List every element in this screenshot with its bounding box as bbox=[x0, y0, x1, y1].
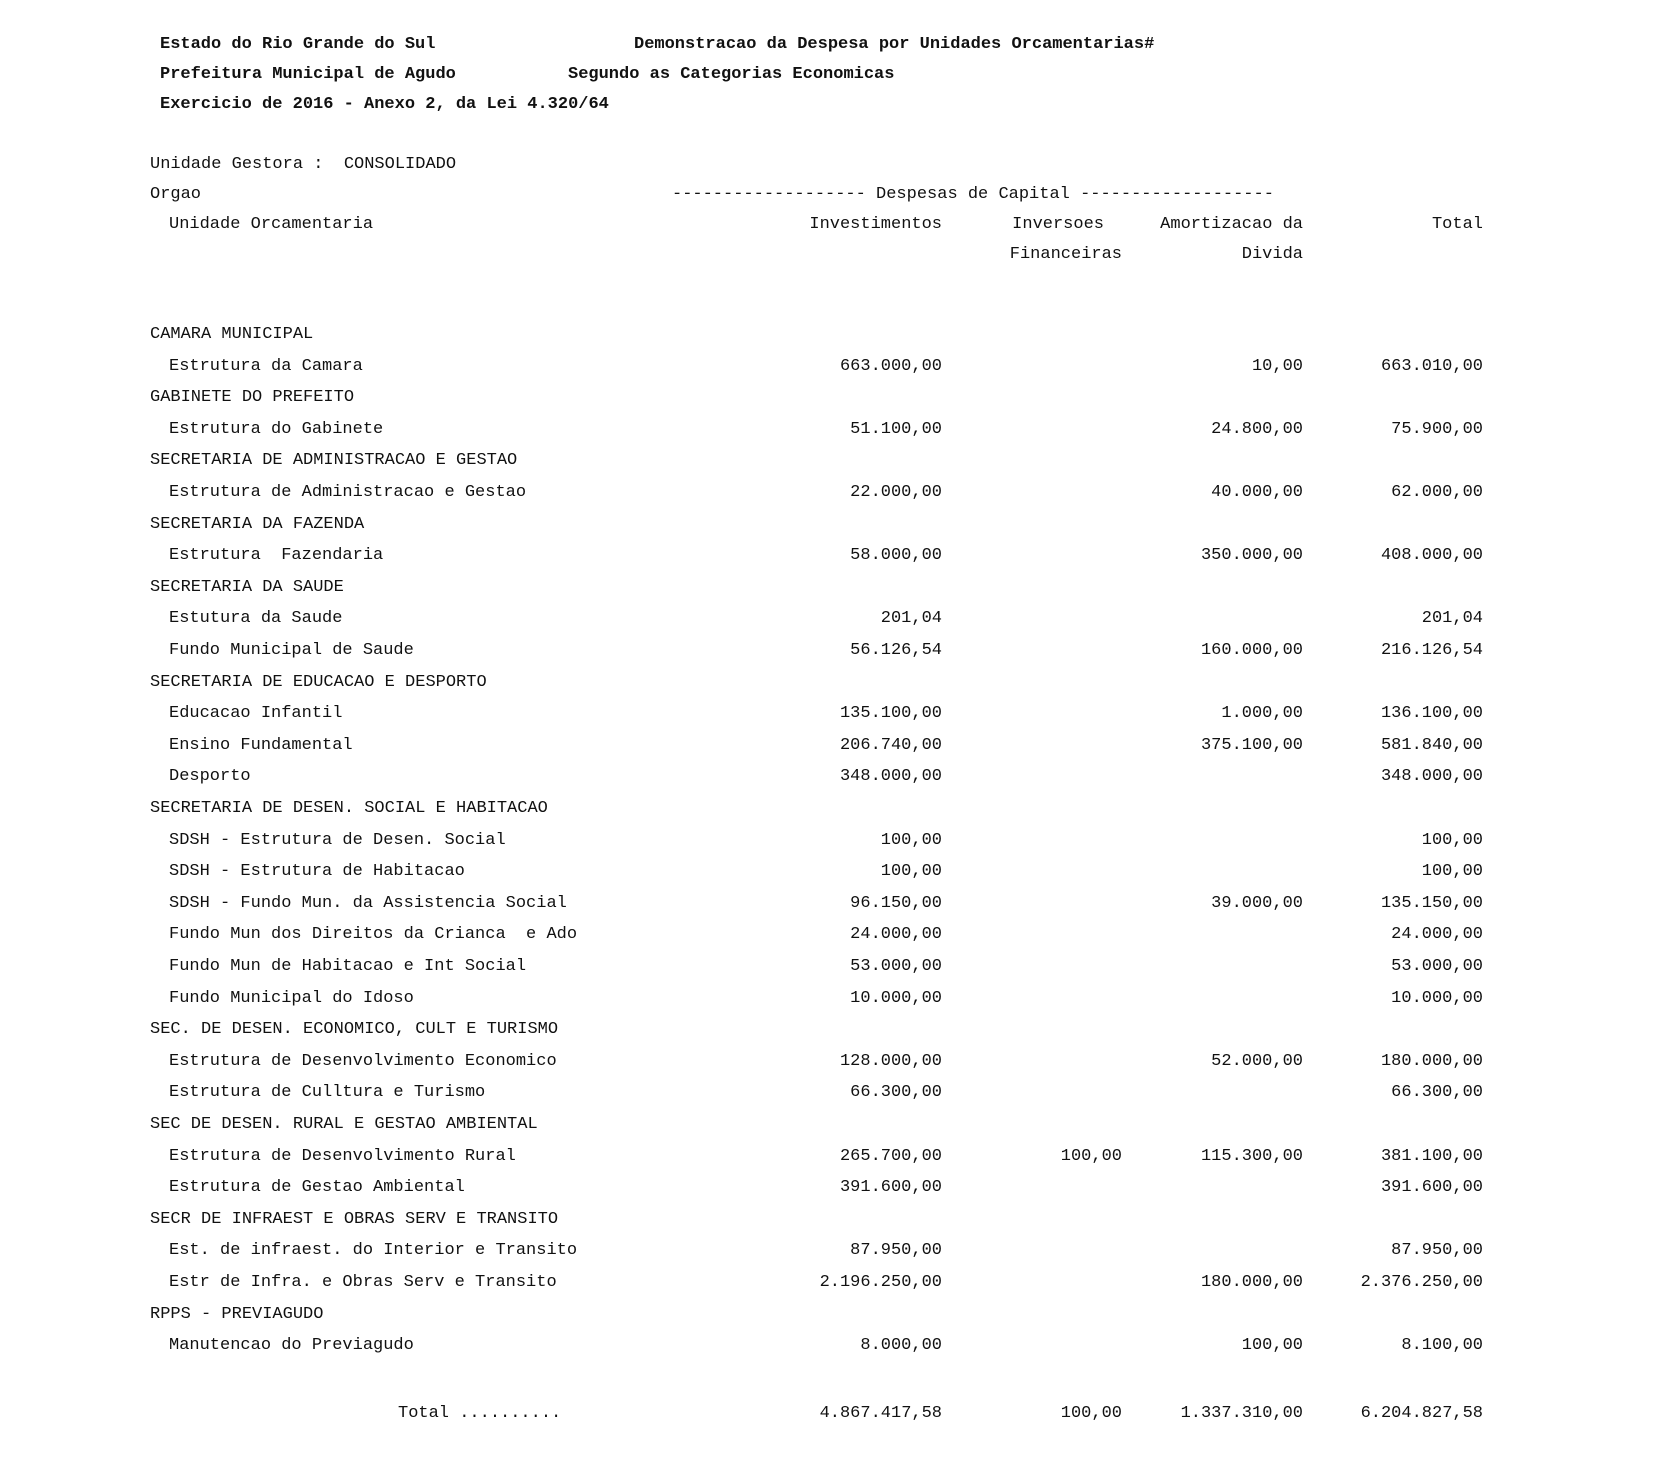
unit-row bbox=[0, 1147, 1653, 1167]
exercise-line: Exercicio de 2016 - Anexo 2, da Lei 4.320/64 bbox=[160, 95, 609, 114]
unit-name: SDSH - Fundo Mun. da Assistencia Social bbox=[169, 894, 567, 913]
col-amortizacao-1: Amortizacao da bbox=[1160, 215, 1303, 234]
total-value: 87.950,00 bbox=[1391, 1241, 1483, 1260]
col-unidade-orcamentaria: Unidade Orcamentaria bbox=[169, 215, 374, 234]
amortizacao-value: 39.000,00 bbox=[1211, 894, 1303, 913]
unit-row bbox=[0, 767, 1653, 787]
amortizacao-value: 52.000,00 bbox=[1211, 1052, 1303, 1071]
orgao-row bbox=[0, 515, 1653, 535]
total-value: 66.300,00 bbox=[1391, 1083, 1483, 1102]
orgao-name: CAMARA MUNICIPAL bbox=[150, 325, 314, 344]
investimentos-value: 201,04 bbox=[880, 609, 942, 628]
orgao-name: SEC. DE DESEN. ECONOMICO, CULT E TURISMO bbox=[150, 1020, 559, 1039]
unit-row bbox=[0, 925, 1653, 945]
unit-name: Fundo Mun dos Direitos da Crianca e Ado bbox=[169, 925, 578, 944]
unit-row bbox=[0, 989, 1653, 1009]
total-value: 135.150,00 bbox=[1380, 894, 1483, 913]
unit-name: Manutencao do Previagudo bbox=[169, 1336, 414, 1355]
orgao-name: SECR DE INFRAEST E OBRAS SERV E TRANSITO bbox=[150, 1210, 559, 1229]
report-subtitle: Segundo as Categorias Economicas bbox=[568, 65, 895, 84]
total-value: 136.100,00 bbox=[1380, 704, 1483, 723]
investimentos-value: 265.700,00 bbox=[839, 1147, 942, 1166]
investimentos-value: 8.000,00 bbox=[860, 1336, 942, 1355]
unit-name: Estrutura da Camara bbox=[169, 357, 363, 376]
report-title: Demonstracao da Despesa por Unidades Orcamentarias# bbox=[634, 35, 1155, 54]
investimentos-value: 22.000,00 bbox=[850, 483, 942, 502]
total-value: 53.000,00 bbox=[1391, 957, 1483, 976]
amortizacao-value: 350.000,00 bbox=[1200, 546, 1303, 565]
unit-name: Estutura da Saude bbox=[169, 609, 343, 628]
unit-name: Estr de Infra. e Obras Serv e Transito bbox=[169, 1273, 557, 1292]
investimentos-value: 58.000,00 bbox=[850, 546, 942, 565]
unit-name: Estrutura do Gabinete bbox=[169, 420, 384, 439]
unit-row bbox=[0, 736, 1653, 756]
col-inversoes-1: Inversoes bbox=[1012, 215, 1104, 234]
col-group-despesas-capital: ------------------- Despesas de Capital ------------------- bbox=[672, 185, 1274, 204]
total-value: 100,00 bbox=[1421, 831, 1483, 850]
unit-row bbox=[0, 1273, 1653, 1293]
unit-name: SDSH - Estrutura de Habitacao bbox=[169, 862, 465, 881]
unit-row bbox=[0, 1336, 1653, 1356]
investimentos-value: 391.600,00 bbox=[839, 1178, 942, 1197]
unit-name: SDSH - Estrutura de Desen. Social bbox=[169, 831, 506, 850]
investimentos-value: 206.740,00 bbox=[839, 736, 942, 755]
amortizacao-value: 115.300,00 bbox=[1200, 1147, 1303, 1166]
col-amortizacao-2: Divida bbox=[1241, 245, 1303, 264]
unit-name: Estrutura de Gestao Ambiental bbox=[169, 1178, 465, 1197]
investimentos-value: 87.950,00 bbox=[850, 1241, 942, 1260]
unit-row bbox=[0, 957, 1653, 977]
unit-name: Est. de infraest. do Interior e Transito bbox=[169, 1241, 578, 1260]
totals-amortizacao: 1.337.310,00 bbox=[1180, 1404, 1303, 1423]
unit-name: Fundo Mun de Habitacao e Int Social bbox=[169, 957, 527, 976]
amortizacao-value: 180.000,00 bbox=[1200, 1273, 1303, 1292]
col-investimentos: Investimentos bbox=[809, 215, 942, 234]
amortizacao-value: 160.000,00 bbox=[1200, 641, 1303, 660]
unit-row bbox=[0, 831, 1653, 851]
total-value: 75.900,00 bbox=[1391, 420, 1483, 439]
orgao-row bbox=[0, 799, 1653, 819]
unit-row bbox=[0, 894, 1653, 914]
investimentos-value: 10.000,00 bbox=[850, 989, 942, 1008]
orgao-name: SECRETARIA DE ADMINISTRACAO E GESTAO bbox=[150, 451, 518, 470]
orgao-row bbox=[0, 1210, 1653, 1230]
col-inversoes-2: Financeiras bbox=[1009, 245, 1122, 264]
investimentos-value: 135.100,00 bbox=[839, 704, 942, 723]
amortizacao-value: 24.800,00 bbox=[1211, 420, 1303, 439]
orgao-row bbox=[0, 673, 1653, 693]
total-value: 180.000,00 bbox=[1380, 1052, 1483, 1071]
unit-name: Fundo Municipal do Idoso bbox=[169, 989, 414, 1008]
unit-row bbox=[0, 546, 1653, 566]
unit-name: Estrutura de Administracao e Gestao bbox=[169, 483, 527, 502]
total-value: 216.126,54 bbox=[1380, 641, 1483, 660]
orgao-name: SECRETARIA DE DESEN. SOCIAL E HABITACAO bbox=[150, 799, 548, 818]
unit-name: Fundo Municipal de Saude bbox=[169, 641, 414, 660]
state-name: Estado do Rio Grande do Sul bbox=[160, 35, 436, 54]
total-value: 663.010,00 bbox=[1380, 357, 1483, 376]
orgao-row bbox=[0, 1305, 1653, 1325]
totals-label: Total .......... bbox=[398, 1404, 562, 1423]
investimentos-value: 128.000,00 bbox=[839, 1052, 942, 1071]
investimentos-value: 51.100,00 bbox=[850, 420, 942, 439]
unit-row bbox=[0, 357, 1653, 377]
totals-total: 6.204.827,58 bbox=[1360, 1404, 1483, 1423]
total-value: 381.100,00 bbox=[1380, 1147, 1483, 1166]
totals-investimentos: 4.867.417,58 bbox=[819, 1404, 942, 1423]
unit-name: Estrutura de Culltura e Turismo bbox=[169, 1083, 486, 1102]
unit-name: Estrutura de Desenvolvimento Economico bbox=[169, 1052, 557, 1071]
unit-name: Ensino Fundamental bbox=[169, 736, 353, 755]
total-value: 201,04 bbox=[1421, 609, 1483, 628]
orgao-name: SEC DE DESEN. RURAL E GESTAO AMBIENTAL bbox=[150, 1115, 538, 1134]
amortizacao-value: 40.000,00 bbox=[1211, 483, 1303, 502]
amortizacao-value: 100,00 bbox=[1241, 1336, 1303, 1355]
investimentos-value: 100,00 bbox=[880, 862, 942, 881]
unit-row bbox=[0, 1083, 1653, 1103]
unidade-gestora: Unidade Gestora : CONSOLIDADO bbox=[150, 155, 457, 174]
unit-row bbox=[0, 1241, 1653, 1261]
total-value: 408.000,00 bbox=[1380, 546, 1483, 565]
total-value: 581.840,00 bbox=[1380, 736, 1483, 755]
total-value: 348.000,00 bbox=[1380, 767, 1483, 786]
municipality-name: Prefeitura Municipal de Agudo bbox=[160, 65, 456, 84]
orgao-name: SECRETARIA DA SAUDE bbox=[150, 578, 344, 597]
total-value: 10.000,00 bbox=[1391, 989, 1483, 1008]
investimentos-value: 66.300,00 bbox=[850, 1083, 942, 1102]
investimentos-value: 100,00 bbox=[880, 831, 942, 850]
orgao-row bbox=[0, 451, 1653, 471]
unit-row bbox=[0, 609, 1653, 629]
investimentos-value: 56.126,54 bbox=[850, 641, 942, 660]
unit-row bbox=[0, 704, 1653, 724]
unit-row bbox=[0, 1178, 1653, 1198]
investimentos-value: 2.196.250,00 bbox=[819, 1273, 942, 1292]
total-value: 24.000,00 bbox=[1391, 925, 1483, 944]
totals-inversoes: 100,00 bbox=[1060, 1404, 1122, 1423]
orgao-name: RPPS - PREVIAGUDO bbox=[150, 1305, 324, 1324]
orgao-name: GABINETE DO PREFEITO bbox=[150, 388, 355, 407]
unit-row bbox=[0, 641, 1653, 661]
total-value: 8.100,00 bbox=[1401, 1336, 1483, 1355]
orgao-row bbox=[0, 578, 1653, 598]
totals-row bbox=[0, 1404, 1653, 1424]
amortizacao-value: 10,00 bbox=[1251, 357, 1303, 376]
unit-row bbox=[0, 420, 1653, 440]
orgao-row bbox=[0, 1020, 1653, 1040]
investimentos-value: 53.000,00 bbox=[850, 957, 942, 976]
unit-row bbox=[0, 1052, 1653, 1072]
total-value: 391.600,00 bbox=[1380, 1178, 1483, 1197]
orgao-row bbox=[0, 325, 1653, 345]
investimentos-value: 663.000,00 bbox=[839, 357, 942, 376]
col-orgao: Orgao bbox=[150, 185, 202, 204]
investimentos-value: 96.150,00 bbox=[850, 894, 942, 913]
unit-name: Desporto bbox=[169, 767, 251, 786]
unit-name: Educacao Infantil bbox=[169, 704, 343, 723]
orgao-name: SECRETARIA DE EDUCACAO E DESPORTO bbox=[150, 673, 487, 692]
unit-row bbox=[0, 862, 1653, 882]
total-value: 62.000,00 bbox=[1391, 483, 1483, 502]
total-value: 2.376.250,00 bbox=[1360, 1273, 1483, 1292]
orgao-name: SECRETARIA DA FAZENDA bbox=[150, 515, 365, 534]
amortizacao-value: 375.100,00 bbox=[1200, 736, 1303, 755]
orgao-row bbox=[0, 1115, 1653, 1135]
inversoes-value: 100,00 bbox=[1060, 1147, 1122, 1166]
col-total: Total bbox=[1431, 215, 1483, 234]
orgao-row bbox=[0, 388, 1653, 408]
investimentos-value: 348.000,00 bbox=[839, 767, 942, 786]
unit-row bbox=[0, 483, 1653, 503]
unit-name: Estrutura de Desenvolvimento Rural bbox=[169, 1147, 516, 1166]
investimentos-value: 24.000,00 bbox=[850, 925, 942, 944]
total-value: 100,00 bbox=[1421, 862, 1483, 881]
amortizacao-value: 1.000,00 bbox=[1221, 704, 1303, 723]
unit-name: Estrutura Fazendaria bbox=[169, 546, 384, 565]
